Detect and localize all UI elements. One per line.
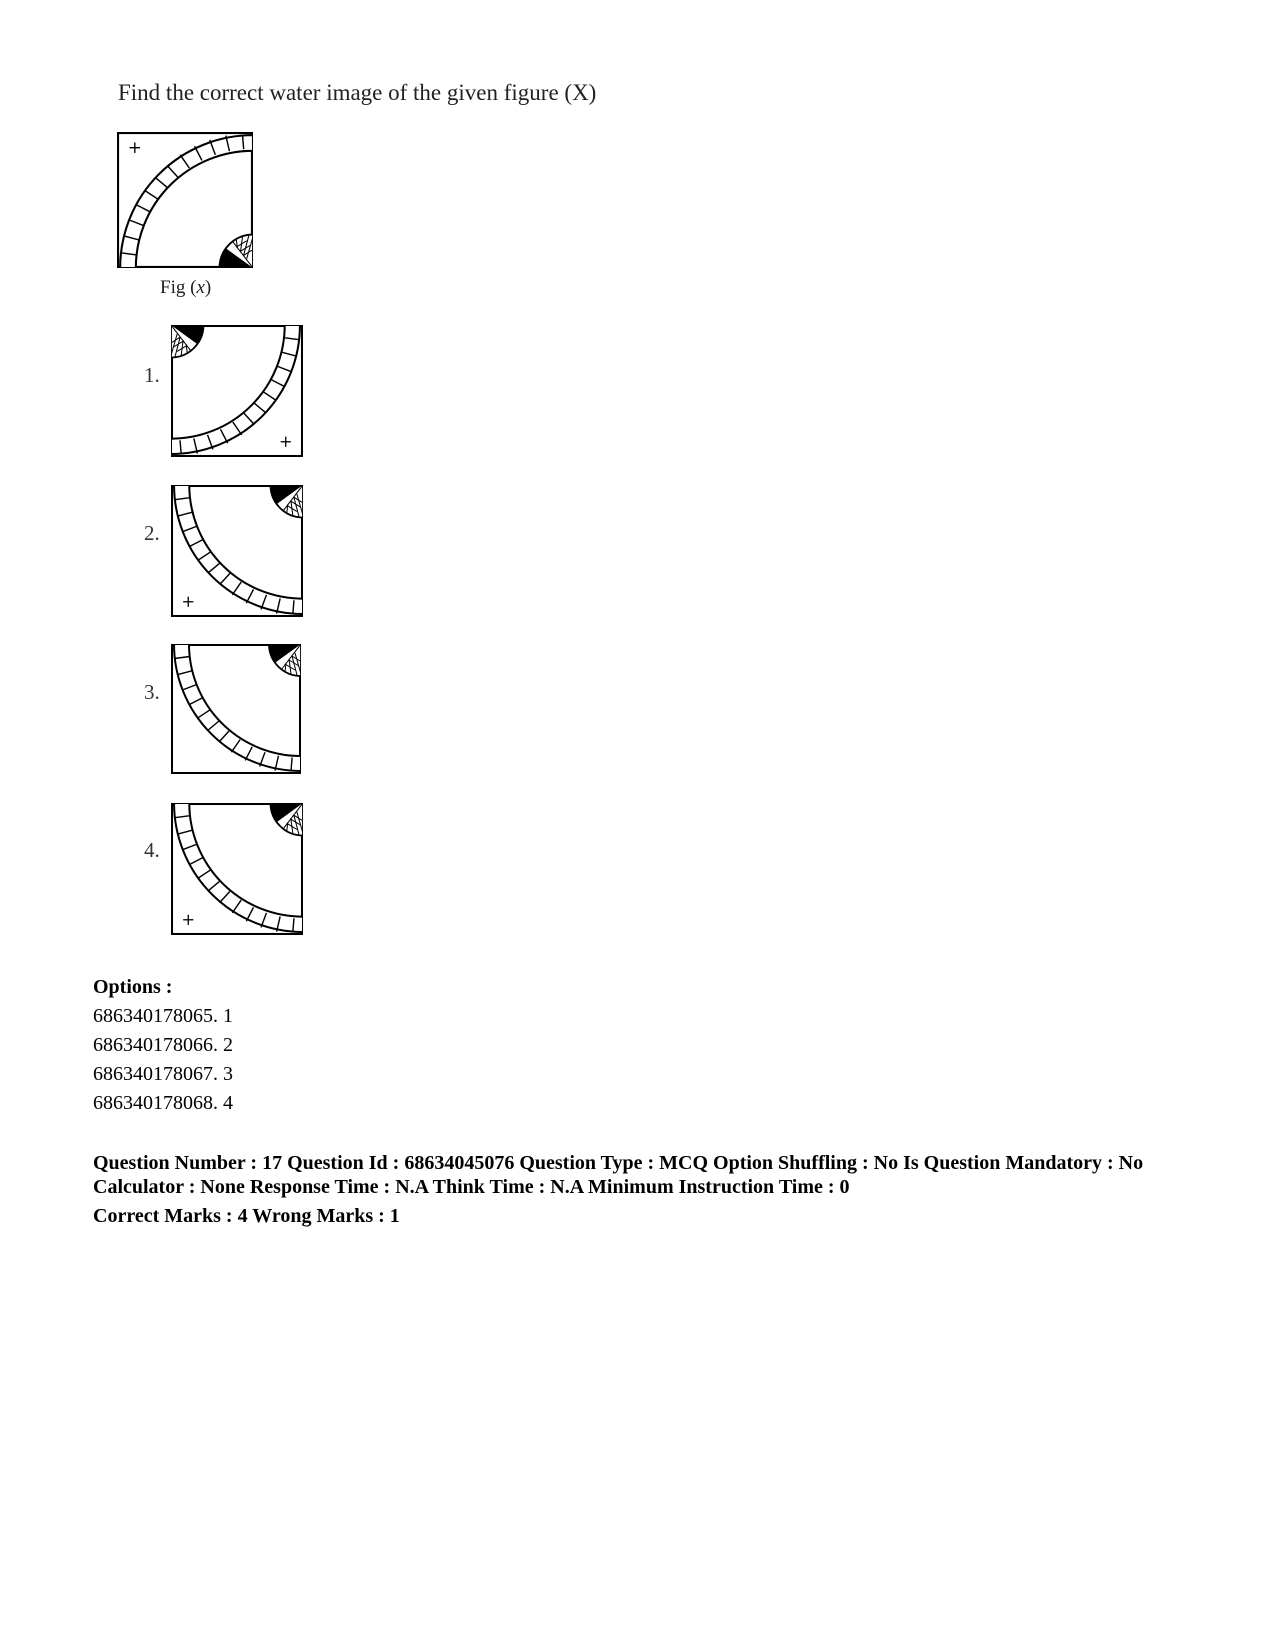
question-text: Find the correct water image of the given figure (X) [118, 80, 597, 105]
option-3-figure-icon [171, 644, 301, 774]
option-1-figure-icon [171, 325, 303, 457]
option-number-4: 4. [144, 838, 160, 862]
options-title: Options : [93, 976, 173, 998]
option-figure-1 [171, 325, 303, 457]
option-figure-3 [171, 644, 301, 774]
figure-caption: Fig (x) [160, 277, 212, 298]
option-item-2: 686340178066. 2 [93, 1034, 233, 1056]
option-item-4: 686340178068. 4 [93, 1092, 233, 1114]
question-meta-line: Question Number : 17 Question Id : 68634045076 Question Type : MCQ Option Shuffling : No Is Question Mandatory : No Calculator : None Response Time : N.A Think Time : N.A Minimum Instruction Time : 0 [93, 1152, 1144, 1198]
option-number-2: 2. [144, 521, 160, 545]
options-list [93, 973, 233, 1118]
option-item-1: 686340178065. 1 [93, 1005, 233, 1027]
question-meta [93, 1151, 1213, 1228]
option-number-3: 3. [144, 680, 160, 704]
question-figure [117, 132, 253, 268]
option-item-3: 686340178067. 3 [93, 1063, 233, 1085]
option-figure-4 [171, 803, 303, 935]
option-number-1: 1. [144, 363, 160, 387]
option-figure-2 [171, 485, 303, 617]
option-4-figure-icon [171, 803, 303, 935]
marks-line: Correct Marks : 4 Wrong Marks : 1 [93, 1205, 400, 1227]
option-2-figure-icon [171, 485, 303, 617]
quarter-ring-figure-icon [117, 132, 253, 268]
